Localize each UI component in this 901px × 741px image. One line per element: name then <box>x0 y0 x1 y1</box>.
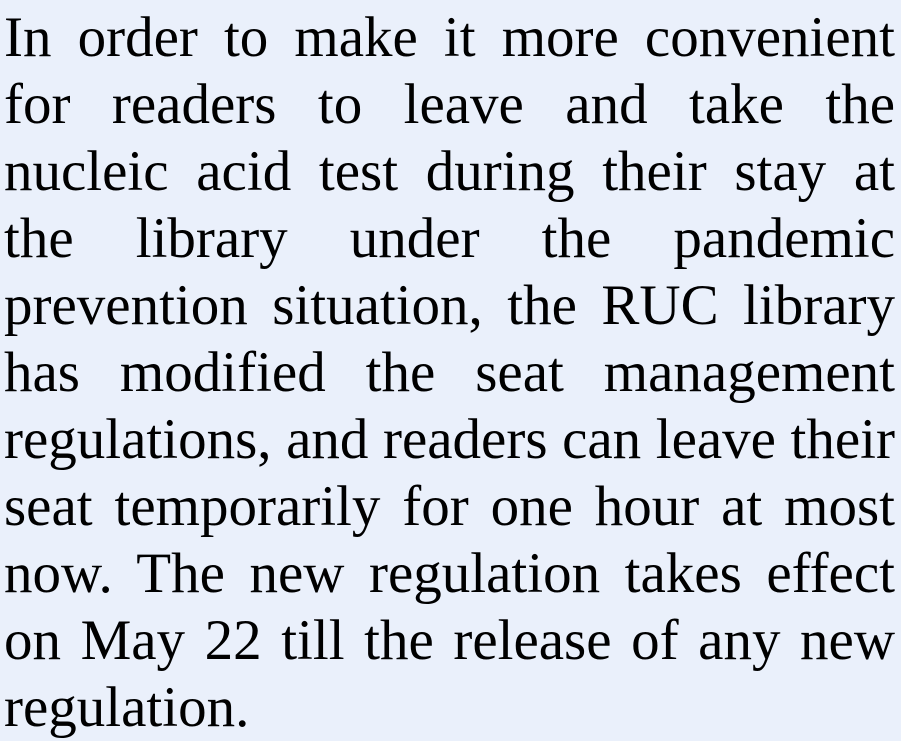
body-paragraph: In order to make it more convenient for readers to leave and take the nucleic acid test during their stay at the library under the pandemic prevention situation, the RUC library has modified the seat management regulations, and readers can leave their seat temporarily for one hour at most now. The new regulation takes effect on May 22 till the release of any new regulation. <box>4 6 895 739</box>
